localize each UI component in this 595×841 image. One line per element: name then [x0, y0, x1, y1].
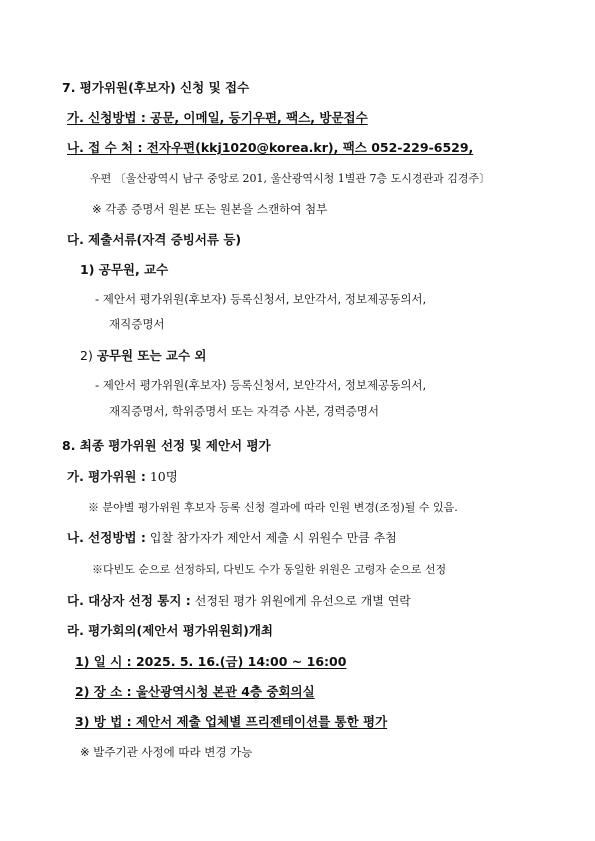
required-documents-heading: 다. 제출서류(자격 증빙서류 등) — [67, 232, 242, 247]
evaluator-count-note: ※ 분야별 평가위원 후보자 등록 신청 결과에 따라 인원 변경(조정)될 수 있음. — [88, 501, 458, 514]
selection-method-note: ※다빈도 순으로 선정하되, 다빈도 수가 동일한 위원은 고령자 순으로 선정 — [92, 563, 447, 576]
evaluator-count-value: 10명 — [149, 469, 178, 484]
doc-item-2-line-1: - 제안서 평가위원(후보자) 등록신청서, 보안각서, 정보제공동의서, — [95, 378, 427, 392]
doc-item-2-line-2: 재직증명서, 학위증명서 또는 자격증 사본, 경력증명서 — [109, 404, 379, 418]
section-8-title: 8. 최종 평가위원 선정 및 제안서 평가 — [62, 438, 271, 453]
selection-method-value: 입찰 참가자가 제안서 제출 시 위원수 만큼 추첨 — [149, 531, 397, 545]
selection-notice-value: 선정된 평가 위원에게 유선으로 개별 연락 — [194, 594, 411, 608]
evaluator-count — [67, 471, 178, 484]
doc-item-2-label: 공무원 또는 교수 외 — [96, 348, 207, 363]
doc-item-1-heading: 1) 공무원, 교수 — [80, 262, 169, 277]
application-method: 가. 신청방법 : 공문, 이메일, 등기우편, 팩스, 방문접수 — [67, 110, 368, 125]
doc-item-2-heading — [80, 350, 206, 363]
meeting-location: 2) 장 소 : 울산광역시청 본관 4층 중회의실 — [75, 684, 315, 699]
selection-method — [67, 532, 397, 545]
doc-item-2-number: 2) — [80, 348, 93, 363]
section-7-title: 7. 평가위원(후보자) 신청 및 접수 — [62, 80, 250, 95]
evaluator-count-label: 가. 평가위원 : — [67, 469, 146, 484]
mail-address: 우편 〔울산광역시 남구 중앙로 201, 울산광역시청 1별관 7층 도시경관과 김경주〕 — [90, 172, 491, 185]
doc-item-1-line-1: - 제안서 평가위원(후보자) 등록신청서, 보안각서, 정보제공동의서, — [95, 292, 427, 306]
selection-notice-label: 다. 대상자 선정 통지 : — [67, 593, 191, 608]
meeting-datetime: 1) 일 시 : 2025. 5. 16.(금) 14:00 ~ 16:00 — [75, 654, 347, 669]
meeting-method: 3) 방 법 : 제안서 제출 업체별 프리젠테이션를 통한 평가 — [75, 714, 388, 729]
selection-method-label: 나. 선정방법 : — [67, 530, 146, 545]
selection-notice — [67, 595, 411, 608]
change-note: ※ 발주기관 사정에 따라 변경 가능 — [80, 745, 253, 759]
submission-contact: 나. 접 수 처 : 전자우편(kkj1020@korea.kr), 팩스 052-229-6529, — [67, 140, 474, 155]
scan-note: ※ 각종 증명서 원본 또는 원본을 스캔하여 첨부 — [92, 202, 328, 216]
doc-item-1-line-2: 재직증명서 — [109, 317, 165, 331]
meeting-heading: 라. 평가회의(제안서 평가위원회)개최 — [67, 623, 274, 638]
